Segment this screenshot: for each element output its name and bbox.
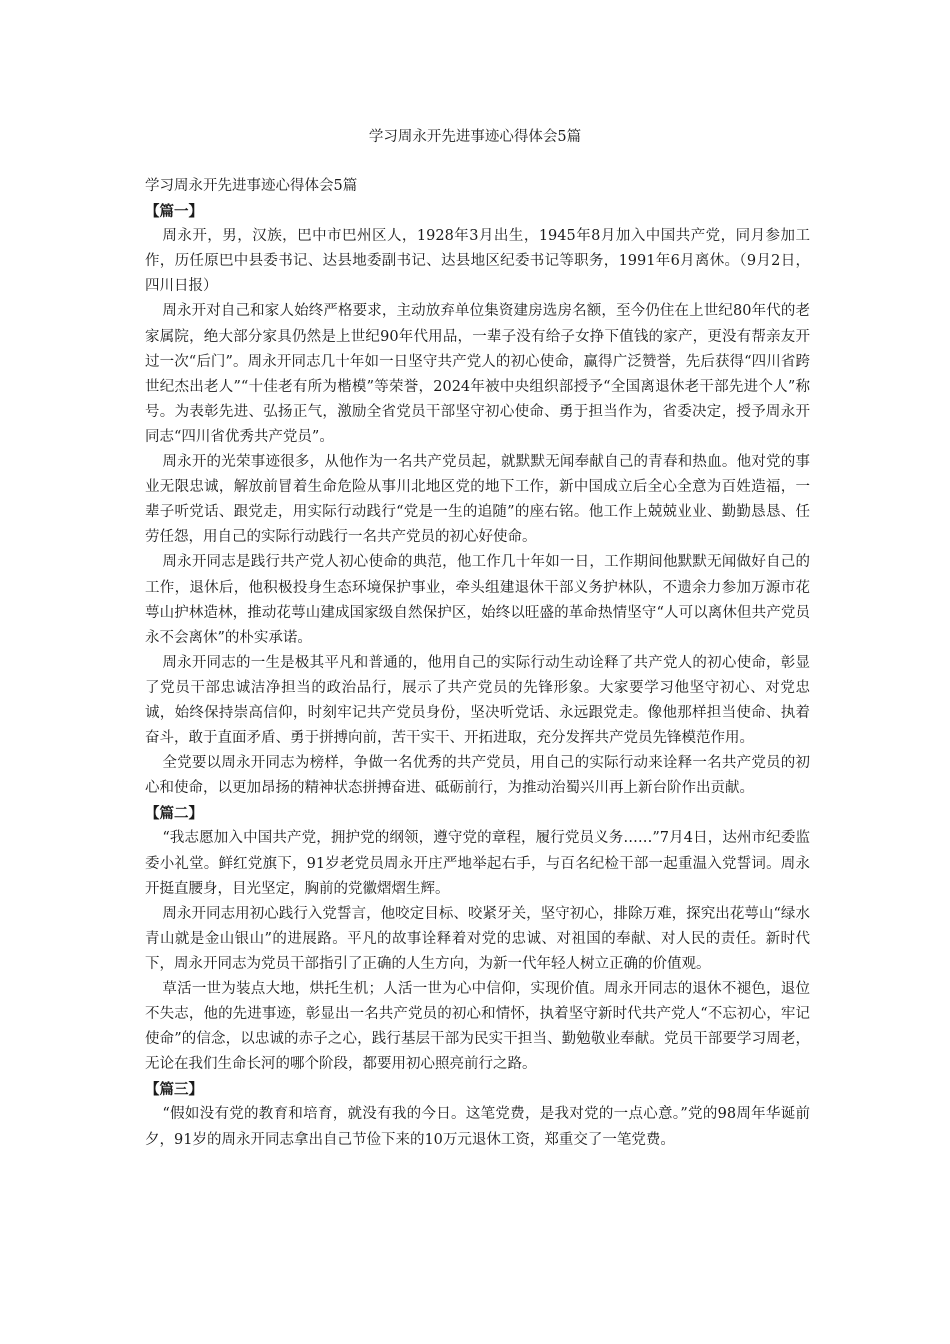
section-heading-1: 【篇一】 <box>145 203 203 221</box>
paragraph: “假如没有党的教育和培育，就没有我的今日。这笔党费，是我对党的一点心意。”党的98周年华诞前夕，91岁的周永开同志拿出自己节俭下来的10万元退休工资，郑重交了一笔党费。 <box>145 1106 810 1148</box>
paragraph: 全党要以周永开同志为榜样，争做一名优秀的共产党员，用自己的实际行动来诠释一名共产党员的初心和使命，以更加昂扬的精神状态拼搏奋进、砥砺前行，为推动治蜀兴川再上新台阶作出贡献。 <box>145 755 810 797</box>
section-heading-3: 【篇三】 <box>145 1081 203 1099</box>
document-body <box>145 174 810 1153</box>
paragraph: 周永开同志的一生是极其平凡和普通的，他用自己的实际行动生动诠释了共产党人的初心使命，彰显了党员干部忠诚洁净担当的政治品行，展示了共产党员的先锋形象。大家要学习他坚守初心、对党忠诚，始终保持崇高信仰，时刻牢记共产党员身份，坚决听党话、永远跟党走。像他那样担当使命、执着奋斗，敢于直面矛盾、勇于拼搏向前，苦干实干、开拓进取，充分发挥共产党员先锋模范作用。 <box>145 654 810 747</box>
paragraph: 周永开，男，汉族，巴中市巴州区人，1928年3月出生，1945年8月加入中国共产党，同月参加工作，历任原巴中县委书记、达县地委副书记、达县地区纪委书记等职务，1991年6月离休。（9月2日，四川日报） <box>145 228 810 295</box>
section-heading-2: 【篇二】 <box>145 805 203 823</box>
paragraph: 草活一世为装点大地，烘托生机；人活一世为心中信仰，实现价值。周永开同志的退休不褪色，退位不失志，他的先进事迹，彰显出一名共产党员的初心和情怀，执着坚守新时代共产党人“不忘初心，牢记使命”的信念，以忠诚的赤子之心，践行基层干部为民实干担当、勤勉敬业奉献。党员干部要学习周老，无论在我们生命长河的哪个阶段，都要用初心照亮前行之路。 <box>145 981 810 1073</box>
paragraph: 周永开对自己和家人始终严格要求，主动放弃单位集资建房选房名额，至今仍住在上世纪80年代的老家属院，绝大部分家具仍然是上世纪90年代用品，一辈子没有给子女挣下值钱的家产，更没有帮亲友开过一次“后门”。周永开同志几十年如一日坚守共产党人的初心使命，赢得广泛赞誉，先后获得“四川省跨世纪杰出老人”“十佳老有所为楷模”等荣誉，2024年被中央组织部授予“全国离退休老干部先进个人”称号。为表彰先进、弘扬正气，激励全省党员干部坚守初心使命、勇于担当作为，省委决定，授予周永开同志“四川省优秀共产党员”。 <box>145 303 810 445</box>
paragraph: 周永开同志是践行共产党人初心使命的典范，他工作几十年如一日，工作期间他默默无闻做好自己的工作，退休后，他积极投身生态环境保护事业，牵头组建退休干部义务护林队，不遗余力参加万源市花萼山护林造林，推动花萼山建成国家级自然保护区，始终以旺盛的革命热情坚守“人可以离休但共产党员永不会离休”的朴实承诺。 <box>145 554 810 646</box>
page-title: 学习周永开先进事迹心得体会5篇 <box>368 129 582 145</box>
paragraph: 周永开的光荣事迹很多，从他作为一名共产党员起，就默默无闻奉献自己的青春和热血。他对党的事业无限忠诚，解放前冒着生命危险从事川北地区党的地下工作，新中国成立后全心全意为百姓造福，一辈子听党话、跟党走，用实际行动践行“党是一生的追随”的座右铭。他工作上兢兢业业、勤勤恳恳、任劳任怨，用自己的实际行动践行一名共产党员的初心好使命。 <box>145 454 810 546</box>
document-heading: 学习周永开先进事迹心得体会5篇 <box>145 178 358 194</box>
paragraph: “我志愿加入中国共产党，拥护党的纲领，遵守党的章程，履行党员义务……”7月4日，达州市纪委监委小礼堂。鲜红党旗下，91岁老党员周永开庄严地举起右手，与百名纪检干部一起重温入党誓词。周永开挺直腰身，目光坚定，胸前的党徽熠熠生辉。 <box>145 830 810 897</box>
paragraph: 周永开同志用初心践行入党誓言，他咬定目标、咬紧牙关，坚守初心，排除万难，探究出花萼山“绿水青山就是金山银山”的进展路。平凡的故事诠释着对党的忠诚、对祖国的奉献、对人民的责任。新时代下，周永开同志为党员干部指引了正确的人生方向，为新一代年轻人树立正确的价值观。 <box>145 905 810 972</box>
